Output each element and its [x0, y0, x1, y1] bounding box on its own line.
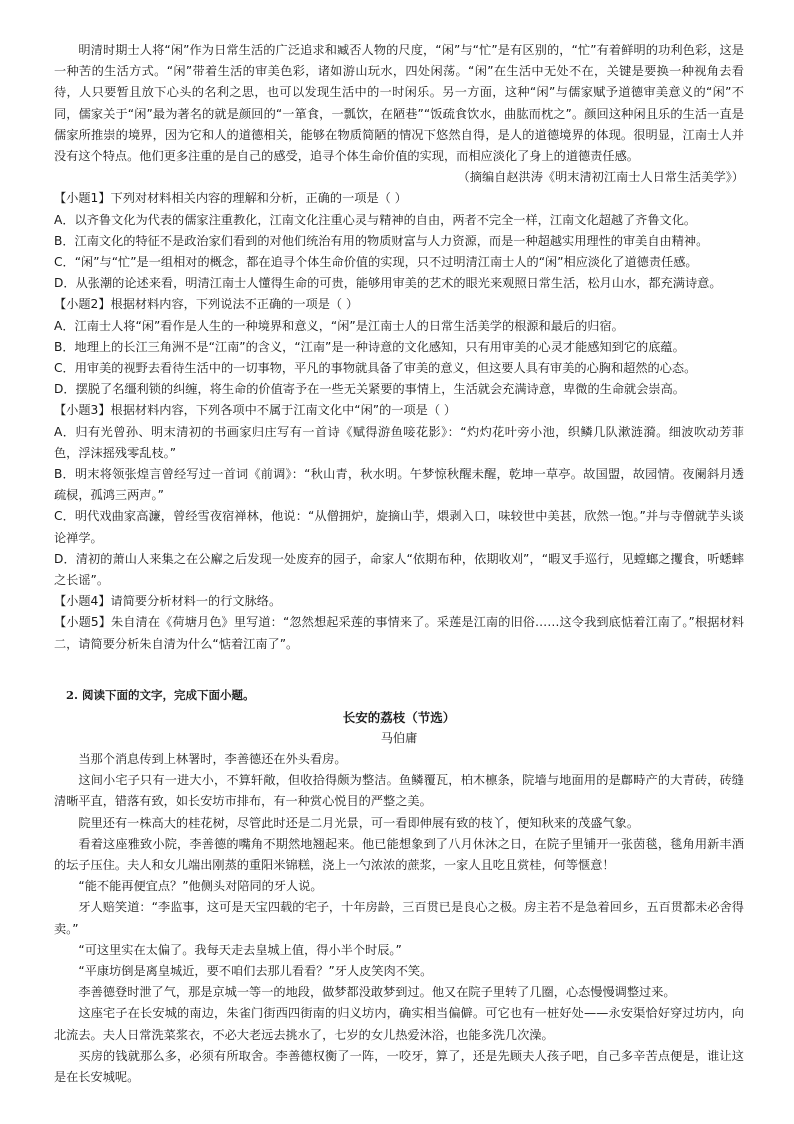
article-paragraph: 看着这座雅致小院，李善德的嘴角不期然地翘起来。他已能想象到了八月休沐之日，在院子里铺开一张茵毯，毯角用新丰酒的坛子压住。夫人和女儿端出刚蒸的重阳米锦糕，浇上一勺浓浓的蔗浆，一家人且吃且赏桂，何等惬意！	[54, 836, 744, 872]
section-gap	[54, 655, 744, 685]
question-1-option-b: B．江南文化的特征不是政治家们看到的对他们统治有用的物质财富与人力资源，而是一种超越实用理性的审美自由精神。	[54, 233, 709, 248]
article-paragraph: 这间小宅子只有一进大小，不算轩敞，但收拾得颇为整洁。鱼鳞覆瓦，柏木檩条，院墙与地面用的是鄜畤产的大青砖，砖缝清晰平直，错落有致，如长安坊市排布，有一种赏心悦目的严整之美。	[54, 773, 744, 809]
question-3-option-d: D．清初的萧山人来集之在公廨之后发现一处废弃的园子，命家人“依期布种，依期收刈”，“暇叉手巡行，见螳螂之攫食，听蟋蟀之长谣”。	[54, 551, 744, 588]
question-1-stem: 【小题1】下列对材料相关内容的理解和分析，正确的一项是（ ）	[54, 191, 407, 206]
question-3-option-a: A．归有光曾孙、明末清初的书画家归庄写有一首诗《赋得游鱼唼花影》：“灼灼花叶旁小池，织鳞几队漱涟漪。细波吹动芳菲色，浮沫摇残零乱枝。”	[54, 424, 744, 460]
question-2-stem: 【小题2】根据材料内容，下列说法不正确的一项是（ ）	[54, 297, 359, 312]
document-page	[54, 40, 744, 1088]
article-paragraph: “平康坊倒是离皇城近，要不咱们去那儿看看？”牙人皮笑肉不笑。	[78, 963, 433, 978]
question-block	[54, 188, 744, 654]
question-4-stem: 【小题4】请简要分析材料一的行文脉络。	[54, 594, 282, 609]
question-1-option-d: D．从张潮的论述来看，明清江南士人懂得生命的可贵，能够用审美的艺术的眼光来观照日常生活，松月山水，都充满诗意。	[54, 276, 722, 291]
question-3-option-b: B．明末将领张煌言曾经写过一首词《前调》：“秋山青，秋水明。午梦惊秋醒未醒，乾坤一草亭。故国盟，故园情。夜阑斜月透疏棂，孤鸿三两声。”	[54, 467, 744, 503]
article-paragraph: 李善德登时泄了气，那是京城一等一的地段，做梦都没敢梦到过。他又在院子里转了几圈，心态慢慢调整过来。	[78, 985, 676, 1000]
article-paragraph: “能不能再便宜点？”他侧头对陪同的牙人说。	[78, 879, 323, 894]
article-paragraph: 院里还有一株高大的桂花树，尽管此时还是二月光景，可一看即伸展有致的枝丫，便知秋来的茂盛气象。	[78, 815, 640, 830]
article-paragraph: 买房的钱就那么多，必须有所取舍。李善德权衡了一阵，一咬牙，算了，还是先顾夫人孩子吧，自己多辛苦点便是，谁让这是在长安城呢。	[54, 1048, 744, 1084]
question-1-option-c: C．“闲”与“忙”是一组相对的概念，都在追寻个体生命价值的实现，只不过明清江南士人的“闲”相应淡化了道德责任感。	[54, 255, 698, 270]
article-title: 长安的荔枝（节选）	[342, 709, 456, 725]
article-paragraph: 当那个消息传到上林署时，李善德还在外头看房。	[78, 751, 347, 766]
passage1-source: （摘编自赵洪涛《明末清初江南士人日常生活美学》）	[457, 170, 744, 185]
article-paragraph: 这座宅子在长安城的南边，朱雀门街西四街南的归义坊内，确实相当偏僻。可它也有一桩好处——永安渠恰好穿过坊内，向北流去。夫人日常洗菜浆衣，不必大老远去挑水了，七岁的女儿热爱沐浴，也能多洗几次澡。	[54, 1006, 744, 1042]
section-2-heading: 2. 阅读下面的文字，完成下面小题。	[66, 687, 255, 702]
question-3-stem: 【小题3】根据材料内容，下列各项中不属于江南文化中“闲”的一项是（ ）	[54, 403, 457, 418]
article-paragraph: “可这里实在太偏了。我每天走去皇城上值，得小半个时辰。”	[78, 942, 402, 957]
question-1-option-a: A．以齐鲁文化为代表的儒家注重教化，江南文化注重心灵与精神的自由，两者不完全一样，江南文化超越了齐鲁文化。	[54, 212, 697, 227]
question-2-option-b: B．地理上的长江三角洲不是“江南”的含义，“江南”是一种诗意的文化感知，只有用审美的心灵才能感知到它的底蕴。	[54, 339, 685, 354]
question-3-option-c: C．明代戏曲家高濂，曾经雪夜宿禅林，他说：“从僧拥炉，旋摘山芋，煨剥入口，味较世中美甚，欣然一饱。”并与寺僧就芋头谈论禅学。	[54, 509, 744, 545]
question-2-option-c: C．用审美的视野去看待生活中的一切事物，平凡的事物就具备了审美的意义，但这要人具有审美的心胸和超然的心态。	[54, 361, 697, 376]
passage1-paragraph: 明清时期士人将“闲”作为日常生活的广泛追求和臧否人物的尺度，“闲”与“忙”是有区别的，“忙”有着鲜明的功利色彩，这是一种苦的生活方式。“闲”带着生活的审美色彩，诸如游山玩水，四处闲荡。“闲”在生活中无处不在，关键是要换一种视角去看待，人只要暂且放下心头的名利之思，也可以发现生活中的一时闲乐。另一方面，这种“闲”与儒家赋予道德审美意义的“闲”不同，儒家关于“闲”最为著名的就是颜回的“一箪食，一瓢饮，在陋巷”“饭疏食饮水，曲肱而枕之”。颜回这种闲且乐的生活一直是儒家所推崇的境界，因为它和人的道德相关，能够在物质简陋的情况下悠然自得，是人的道德境界的体现。很明显，江南士人并没有这个特点。他们更多注重的是自己的感受，追寻个体生命价值的实现，而相应淡化了身上的道德责任感。	[54, 43, 744, 164]
question-2-option-a: A．江南士人将“闲”看作是人生的一种境界和意义，“闲”是江南士人的日常生活美学的根源和最后的归宿。	[54, 318, 624, 333]
article-author: 马伯庸	[380, 730, 418, 745]
article-paragraph: 牙人赔笑道：“李监事，这可是天宝四载的宅子，十年房龄，三百贯已是良心之极。房主若不是急着回乡，五百贯都未必舍得卖。”	[54, 900, 744, 936]
question-2-option-d: D．摆脱了名缰利锁的纠缠，将生命的价值寄予在一些无关紧要的事情上，生活就会充满诗意，卑微的生命就会崇高。	[54, 382, 685, 397]
article-body	[54, 749, 744, 1088]
question-5-stem: 【小题5】朱自清在《荷塘月色》里写道：“忽然想起采莲的事情来了。采莲是江南的旧俗……这令我到底惦着江南了。”根据材料二，请简要分析朱自清为什么“惦着江南了”。	[54, 615, 744, 651]
